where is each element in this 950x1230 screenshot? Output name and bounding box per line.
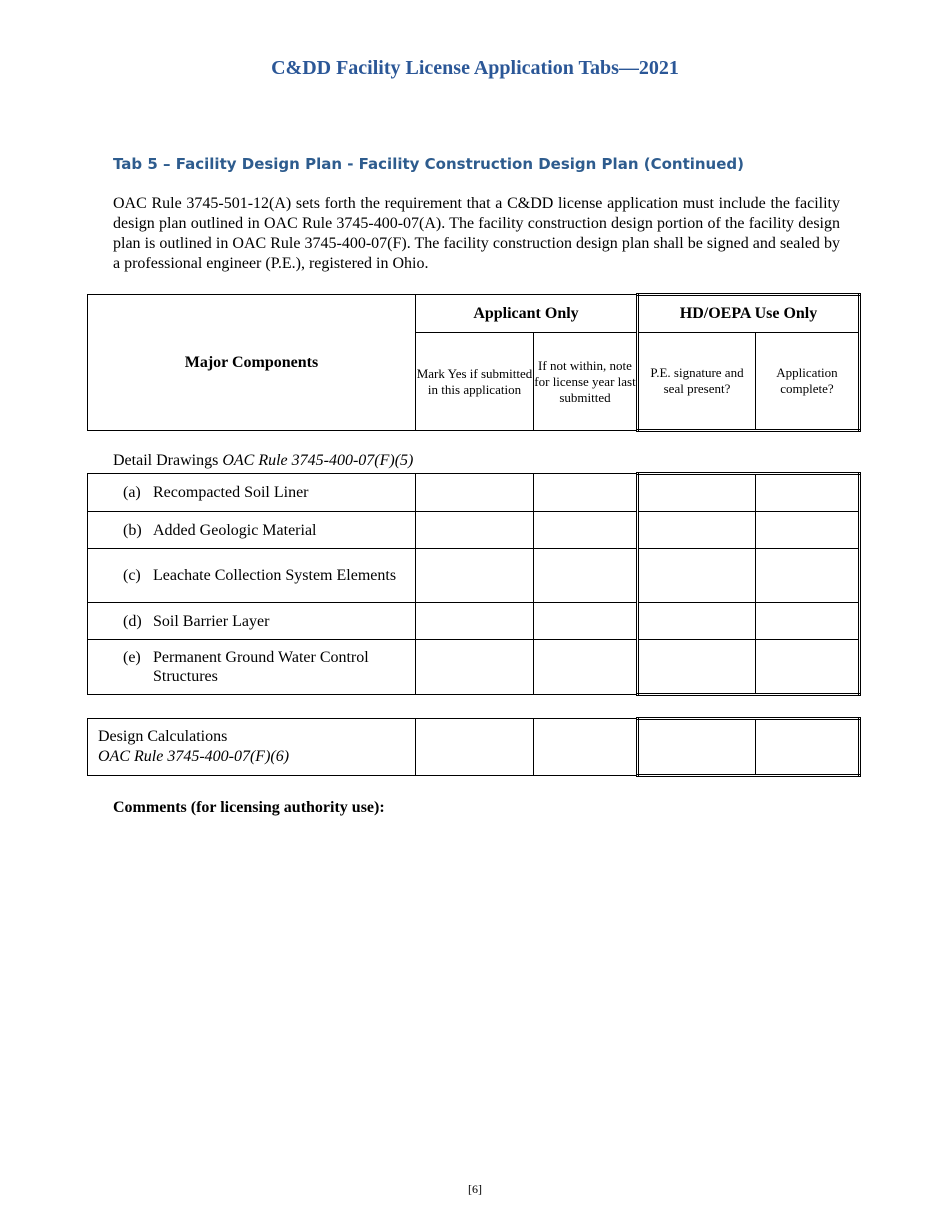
- not-within-cell[interactable]: [534, 719, 638, 776]
- app-complete-cell[interactable]: [756, 474, 860, 512]
- components-header-table: [87, 293, 861, 432]
- component-label: (d) Soil Barrier Layer: [88, 603, 416, 640]
- pe-signature-cell[interactable]: [638, 549, 756, 603]
- mark-yes-cell[interactable]: [416, 512, 534, 549]
- detail-drawings-rule: OAC Rule 3745-400-07(F)(5): [222, 452, 414, 469]
- intro-paragraph: OAC Rule 3745-501-12(A) sets forth the requirement that a C&DD license application must include the facility design plan outlined in OAC Rule 3745-400-07(A). The facility construction design portion of the facility design plan is outlined in OAC Rule 3745-400-07(F). The facility construction design plan shall be signed and sealed by a professional engineer (P.E.), registered in Ohio.: [113, 195, 840, 272]
- detail-drawings-title: Detail Drawings: [113, 452, 223, 469]
- not-within-cell[interactable]: [534, 640, 638, 695]
- major-components-header: Major Components: [88, 295, 416, 431]
- design-calculations-table: [87, 717, 861, 777]
- pe-signature-cell[interactable]: [638, 603, 756, 640]
- not-within-cell[interactable]: [534, 474, 638, 512]
- app-complete-cell[interactable]: [756, 719, 860, 776]
- mark-yes-cell[interactable]: [416, 719, 534, 776]
- applicant-only-header: Applicant Only: [416, 295, 638, 333]
- app-complete-cell[interactable]: [756, 512, 860, 549]
- component-label: (e) Permanent Ground Water Control Structures: [88, 640, 416, 695]
- col-not-within-header: If not within, note for license year last submitted: [534, 333, 638, 431]
- table-row: [88, 512, 860, 549]
- table-row: [88, 640, 860, 695]
- pe-signature-cell[interactable]: [638, 512, 756, 549]
- component-label: (c) Leachate Collection System Elements: [88, 549, 416, 603]
- detail-drawings-table: [87, 472, 861, 696]
- detail-drawings-label: [113, 452, 413, 470]
- pe-signature-cell[interactable]: [638, 474, 756, 512]
- table-row: [88, 549, 860, 603]
- component-label: (a) Recompacted Soil Liner: [88, 474, 416, 512]
- pe-signature-cell[interactable]: [638, 719, 756, 776]
- section-heading: Tab 5 – Facility Design Plan - Facility Construction Design Plan (Continued): [113, 155, 745, 173]
- mark-yes-cell[interactable]: [416, 640, 534, 695]
- mark-yes-cell[interactable]: [416, 474, 534, 512]
- table-row: [88, 474, 860, 512]
- page-number: [6]: [468, 1182, 482, 1196]
- col-mark-yes-header: Mark Yes if submitted in this application: [416, 333, 534, 431]
- table-row: [88, 603, 860, 640]
- mark-yes-cell[interactable]: [416, 603, 534, 640]
- design-calculations-label: Design Calculations OAC Rule 3745-400-07(F)(6): [88, 719, 416, 776]
- document-title: C&DD Facility License Application Tabs—2021: [271, 57, 679, 79]
- app-complete-cell[interactable]: [756, 549, 860, 603]
- design-calculations-rule: OAC Rule 3745-400-07(F)(6): [98, 748, 290, 765]
- hd-oepa-only-header: HD/OEPA Use Only: [638, 295, 860, 333]
- table-row: [88, 719, 860, 776]
- not-within-cell[interactable]: [534, 603, 638, 640]
- not-within-cell[interactable]: [534, 512, 638, 549]
- col-pe-signature-header: P.E. signature and seal present?: [638, 333, 756, 431]
- component-label: (b) Added Geologic Material: [88, 512, 416, 549]
- pe-signature-cell[interactable]: [638, 640, 756, 695]
- not-within-cell[interactable]: [534, 549, 638, 603]
- app-complete-cell[interactable]: [756, 640, 860, 695]
- app-complete-cell[interactable]: [756, 603, 860, 640]
- col-app-complete-header: Application complete?: [756, 333, 860, 431]
- comments-label: Comments (for licensing authority use):: [113, 799, 385, 816]
- mark-yes-cell[interactable]: [416, 549, 534, 603]
